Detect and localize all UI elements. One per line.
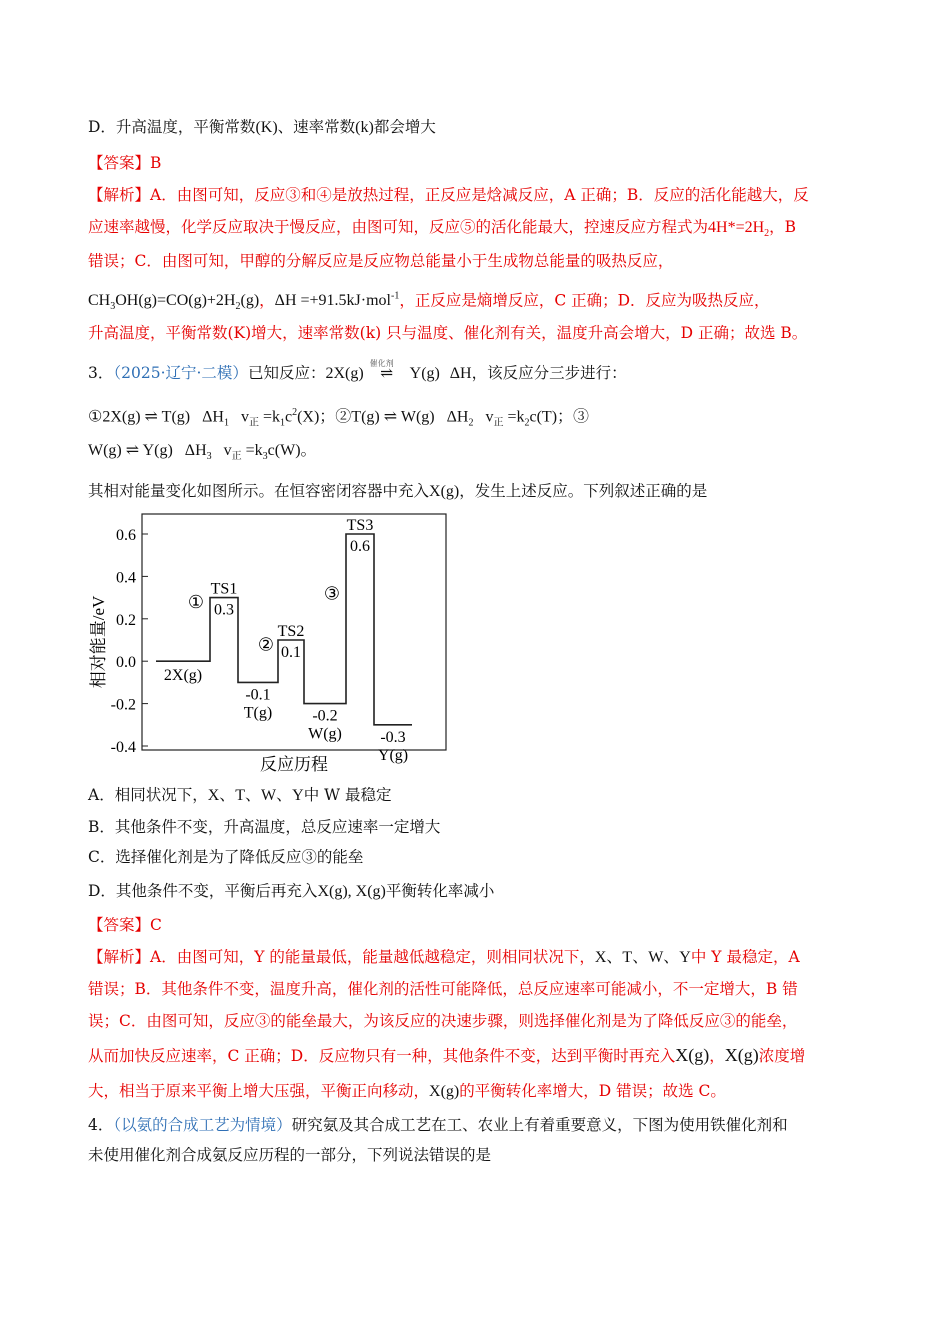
y-tick-label: 0.2 <box>116 611 136 629</box>
transition-state-label: TS3 <box>346 517 374 534</box>
y-tick-label: -0.4 <box>110 739 136 756</box>
q3-analysis-line-4: 从而加快反应速率，C 正确；D．反应物只有一种，其他条件不变，达到平衡时再充入X(g)，X(g)浓度增 <box>88 1045 806 1065</box>
y-tick-label: 0.6 <box>116 527 136 544</box>
q3-answer: 【答案】C <box>88 916 162 934</box>
q2-option-d: D．升高温度，平衡常数(K)、速率常数(k)都会增大 <box>88 118 436 136</box>
q3-analysis-line-1: 【解析】A．由图可知，Y 的能量最低，能量越低越稳定，则相同状况下，X、T、W、Y中 Y 最稳定，A <box>88 948 800 966</box>
y-tick-label: 0.0 <box>116 654 136 672</box>
q2-analysis-line-1: 【解析】A．由图可知，反应③和④是放热过程，正反应是焓减反应，A 正确；B．反应的活化能越大，反 <box>88 186 809 204</box>
q2-analysis-line-4: $CH_3OH(g)=CO(g)+2H_2(g)$，ΔH =+91.5kJ·mol$^{-1}$，正反应是熵增反应，C 正确；D．反应为吸热反应， <box>88 291 770 313</box>
q4-number: 4． <box>88 1116 114 1134</box>
q4-source: （以氨的合成工艺为情境） <box>113 1116 292 1134</box>
q3-number: 3． <box>88 364 114 382</box>
transition-state-label: TS1 <box>210 580 238 598</box>
step-label: ③ <box>323 583 341 604</box>
q3-stem-line-1: 3．（2025·辽宁·二模）已知反应：2X(g) 催化剂 ⇌ Y(g) ΔH，该反应分三步进行： <box>88 362 627 385</box>
q2-answer: 【答案】B <box>88 154 162 172</box>
catalyst-label: 催化剂 <box>369 359 394 368</box>
species-label: Y(g) <box>377 746 409 764</box>
energy-value-label: -0.3 <box>380 728 406 746</box>
q4-stem-line-2: 未使用催化剂合成氨反应历程的一部分，下列说法错误的是 <box>88 1146 492 1164</box>
energy-value-label: 0.3 <box>214 601 234 619</box>
q3-steps-line: ①2X(g) ⇌ T(g) $\Delta H_1$ $v_正 =k_1c^2(X)$；②T(g) ⇌ W(g) $\Delta H_2$ $v_正 =k_2c(T)$；③ <box>88 407 590 429</box>
q3-analysis-line-5: 大，相当于原来平衡上增大压强，平衡正向移动，X(g)的平衡转化率增大，D 错误；故选 C。 <box>88 1082 726 1100</box>
step-label: ① <box>187 592 205 613</box>
species-label: W(g) <box>308 725 342 743</box>
step-label: ② <box>257 634 275 655</box>
q3-option-c[interactable]: C．选择催化剂是为了降低反应③的能垒 <box>88 848 364 866</box>
q2-analysis-line-5: 升高温度，平衡常数(K)增大，速率常数(k) 只与温度、催化剂有关，温度升高会增大，D 正确；故选 B。 <box>88 324 808 342</box>
q2-analysis-line-2: 应速率越慢，化学反应取决于慢反应，由图可知，反应⑤的活化能最大，控速反应方程式为$4H*=2H_2$，B <box>88 218 797 240</box>
q3-analysis-line-2: 错误；B．其他条件不变，温度升高，催化剂的活性可能降低，总反应速率可能减小，不一定增大，B 错 <box>88 980 798 998</box>
energy-value-label: 0.1 <box>281 644 301 661</box>
q3-option-b[interactable]: B．其他条件不变，升高温度，总反应速率一定增大 <box>88 818 441 836</box>
species-label: 2X(g) <box>163 667 203 685</box>
x-axis-label: 反应历程 <box>260 755 328 774</box>
energy-value-label: -0.1 <box>245 686 271 704</box>
y-tick-label: 0.4 <box>116 569 136 587</box>
q3-analysis-line-3: 误；C．由图可知，反应③的能垒最大，为该反应的决速步骤，则选择催化剂是为了降低反应③的能垒， <box>88 1012 798 1030</box>
q3-step3-line: W(g) ⇌ Y(g) $\Delta H_3$ $v_正 =k_3c(W)$。 <box>88 442 317 463</box>
y-axis-label: 相对能量/eV <box>89 595 108 689</box>
q3-option-d[interactable]: D．其他条件不变，平衡后再充入X(g), X(g)平衡转化率减小 <box>88 882 495 900</box>
transition-state-label: TS2 <box>277 623 305 640</box>
energy-profile-chart <box>84 508 454 778</box>
q2-analysis-line-3: 错误；C．由图可知，甲醇的分解反应是反应物总能量小于生成物总能量的吸热反应， <box>88 252 674 270</box>
q4-stem-text: 研究氨及其合成工艺在工、农业上有着重要意义，下图为使用铁催化剂和 <box>291 1116 788 1134</box>
q4-stem-line-1 <box>88 1114 788 1136</box>
q3-stem-line-2: 其相对能量变化如图所示。在恒容密闭容器中充入X(g)，发生上述反应。下列叙述正确的是 <box>88 482 708 500</box>
energy-value-label: 0.6 <box>350 538 370 555</box>
energy-value-label: -0.2 <box>312 707 338 725</box>
species-label: T(g) <box>243 704 273 722</box>
y-tick-label: -0.2 <box>110 696 136 714</box>
q3-option-a[interactable]: A．相同状况下，X、T、W、Y中 W 最稳定 <box>88 786 392 804</box>
q3-source: （2025·辽宁·二模） <box>113 364 248 382</box>
